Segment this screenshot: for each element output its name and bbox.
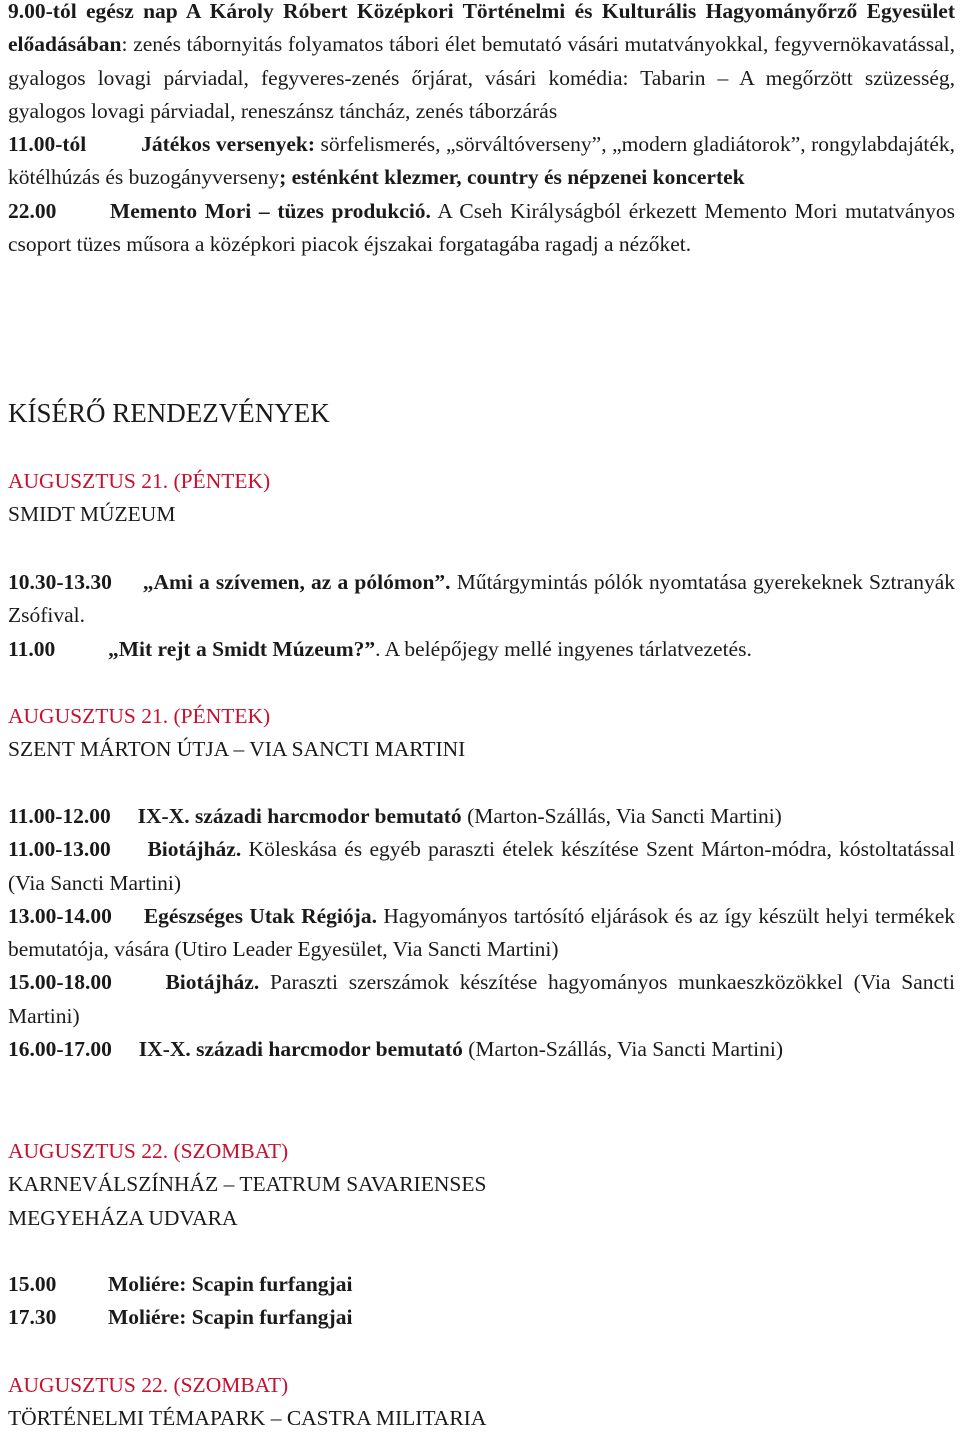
section-smidt-museum xyxy=(8,465,955,532)
section-heading: KÍSÉRŐ RENDEZVÉNYEK xyxy=(8,398,330,428)
event-time: 16.00-17.00 xyxy=(8,1037,112,1062)
section-date: AUGUSZTUS 22. (SZOMBAT) xyxy=(8,1139,289,1163)
event-item xyxy=(8,966,955,1033)
event-time: 15.00 xyxy=(8,1272,57,1296)
event-item xyxy=(8,800,955,833)
event-title: „Ami a szívemen, az a pólómon”. xyxy=(142,570,451,594)
event-text: Hagyományos tartósító eljárások és az így készült helyi termékek bemutatója, vására (Utiro Leader Egyesület, Via Sancti Martini) xyxy=(8,903,956,962)
event-item xyxy=(8,1268,955,1301)
event-text: Paraszti szerszámok készítése hagyományos munkaeszközökkel (Via Sancti Martini) xyxy=(8,970,955,1028)
event-text: . A belépőjegy mellé ingyenes tárlatvezetés. xyxy=(375,636,752,661)
section-venue: TÖRTÉNELMI TÉMAPARK – CASTRA MILITARIA xyxy=(8,1406,487,1431)
event-item xyxy=(8,633,955,666)
event-time: 22.00 xyxy=(8,198,57,223)
event-item xyxy=(8,833,955,900)
event-time: 15.00-18.00 xyxy=(8,970,112,995)
section-karneval-events xyxy=(8,1268,955,1335)
event-time: 11.00-13.00 xyxy=(8,837,111,862)
section-via-sancti-martini xyxy=(8,700,955,767)
event-text: (Marton-Szállás, Via Sancti Martini) xyxy=(461,804,782,828)
program-paragraph-morning xyxy=(8,0,955,128)
event-title: IX-X. századi harcmodor bemutató xyxy=(137,804,462,828)
event-title: IX-X. századi harcmodor bemutató xyxy=(138,1037,463,1062)
event-item xyxy=(8,900,955,967)
event-text: sörfelismerés, „sörváltóverseny”, „modern gladiátorok”, rongylabdajáték, kötélhúzás és buzogányverseny xyxy=(8,132,956,190)
event-time: 13.00-14.00 xyxy=(8,903,112,928)
event-time: 11.00-tól xyxy=(8,132,87,157)
section-via-events xyxy=(8,800,955,1066)
event-text-bold: ; esténként klezmer, country és népzenei koncertek xyxy=(279,165,745,190)
event-title: „Mit rejt a Smidt Múzeum?” xyxy=(108,636,376,661)
section-date: AUGUSZTUS 22. (SZOMBAT) xyxy=(8,1373,289,1397)
event-time: 11.00-12.00 xyxy=(8,804,111,828)
event-item xyxy=(8,1301,955,1334)
event-title: Moliére: Scapin furfangjai xyxy=(108,1305,353,1330)
event-item xyxy=(8,566,955,633)
event-time: 11.00 xyxy=(8,636,56,661)
event-title: Játékos versenyek: xyxy=(141,132,316,157)
paragraph-lead: 9.00-tól egész nap A Károly Róbert Középkori Történelmi és Kulturális Hagyományőrző Egyesület előadásában xyxy=(8,0,955,57)
section-venue: SMIDT MÚZEUM xyxy=(8,502,176,527)
section-venue: KARNEVÁLSZÍNHÁZ – TEATRUM SAVARIENSES xyxy=(8,1172,487,1197)
section-smidt-events xyxy=(8,566,955,666)
event-title: Memento Mori – tüzes produkció. xyxy=(109,198,431,223)
event-title: Biotájház. xyxy=(165,970,260,995)
program-paragraph-fire xyxy=(8,195,955,262)
section-date: AUGUSZTUS 21. (PÉNTEK) xyxy=(8,469,271,493)
event-text: (Marton-Szállás, Via Sancti Martini) xyxy=(462,1037,784,1062)
event-title: Biotájház. xyxy=(147,837,242,862)
event-text: Köleskása és egyéb paraszti ételek készítése Szent Márton-módra, kóstoltatással (Via Sancti Martini) xyxy=(8,837,955,895)
program-paragraph-games xyxy=(8,128,955,195)
event-time: 17.30 xyxy=(8,1305,57,1330)
event-text: A Cseh Királyságból érkezett Memento Mori mutatványos csoport tüzes műsora a középkori piacok éjszakai forgatagába ragadj a nézőket. xyxy=(8,198,955,257)
section-castra-militaria xyxy=(8,1369,955,1436)
section-venue-sub: MEGYEHÁZA UDVARA xyxy=(8,1205,238,1230)
event-time: 10.30-13.30 xyxy=(8,570,112,594)
event-title: Moliére: Scapin furfangjai xyxy=(108,1272,353,1296)
section-date: AUGUSZTUS 21. (PÉNTEK) xyxy=(8,704,271,728)
event-text: Műtárgymintás pólók nyomtatása gyerekeknek Sztranyák Zsófival. xyxy=(8,570,956,628)
event-title: Egészséges Utak Régiója. xyxy=(143,903,377,928)
program-block xyxy=(8,0,955,261)
section-venue: SZENT MÁRTON ÚTJA – VIA SANCTI MARTINI xyxy=(8,737,466,762)
paragraph-text: : zenés tábornyitás folyamatos tábori élet bemutató vásári mutatványokkal, fegyvernökavatással, gyalogos lovagi párviadal, fegyveres-zenés őrjárat, vásári komédia: Tabarin – A megőrzött szüzesség, gyalogos lovagi párviadal, reneszánsz táncház, zenés táborzárás xyxy=(8,32,955,123)
section-karnevalszinhaz xyxy=(8,1135,955,1235)
event-item xyxy=(8,1033,955,1066)
